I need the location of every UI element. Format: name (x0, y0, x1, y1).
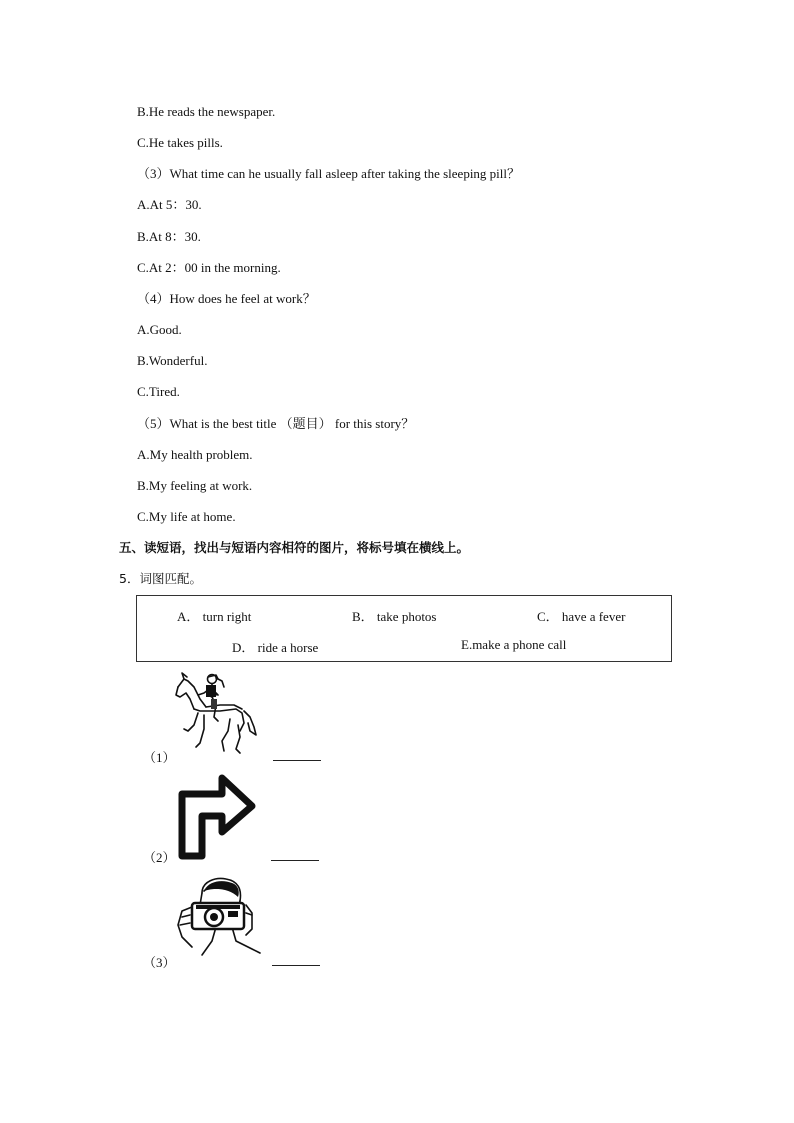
horse-rider-icon (170, 665, 260, 757)
option-e: E.make a phone call (461, 637, 567, 652)
option-line: C.He takes pills. (137, 135, 223, 150)
option-line: C.Tired. (137, 384, 180, 399)
option-line: C.At 2：00 in the morning. (137, 260, 281, 275)
section-heading: 五、读短语，找出与短语内容相符的图片，将标号填在横线上。 (119, 540, 470, 555)
answer-blank[interactable] (272, 965, 320, 966)
question-line: （4）How does he feel at work？ (137, 291, 316, 306)
option-b: B． take photos (352, 609, 437, 624)
turn-right-arrow-icon (172, 772, 258, 860)
option-line: C.My life at home. (137, 509, 236, 524)
option-line: B.He reads the newspaper. (137, 104, 276, 119)
option-line: B.At 8：30. (137, 229, 201, 244)
question-line: （5）What is the best title （题目） for this story？ (137, 416, 415, 431)
answer-blank[interactable] (273, 760, 321, 761)
option-d: D． ride a horse (232, 640, 319, 655)
option-line: B.My feeling at work. (137, 478, 253, 493)
answer-blank[interactable] (271, 860, 319, 861)
option-c: C． have a fever (537, 609, 626, 624)
option-a: A． turn right (177, 609, 252, 624)
item-number: （1） (143, 750, 176, 765)
option-line: A.At 5：30. (137, 197, 202, 212)
question-number: 5．词图匹配。 (119, 571, 202, 586)
option-line: B.Wonderful. (137, 353, 208, 368)
item-number: （2） (143, 850, 176, 865)
item-number: （3） (143, 955, 176, 970)
option-line: A.My health problem. (137, 447, 253, 462)
option-line: A.Good. (137, 322, 182, 337)
options-box (136, 595, 672, 662)
question-line: （3）What time can he usually fall asleep after taking the sleeping pill？ (137, 166, 521, 181)
camera-man-icon (172, 875, 262, 961)
